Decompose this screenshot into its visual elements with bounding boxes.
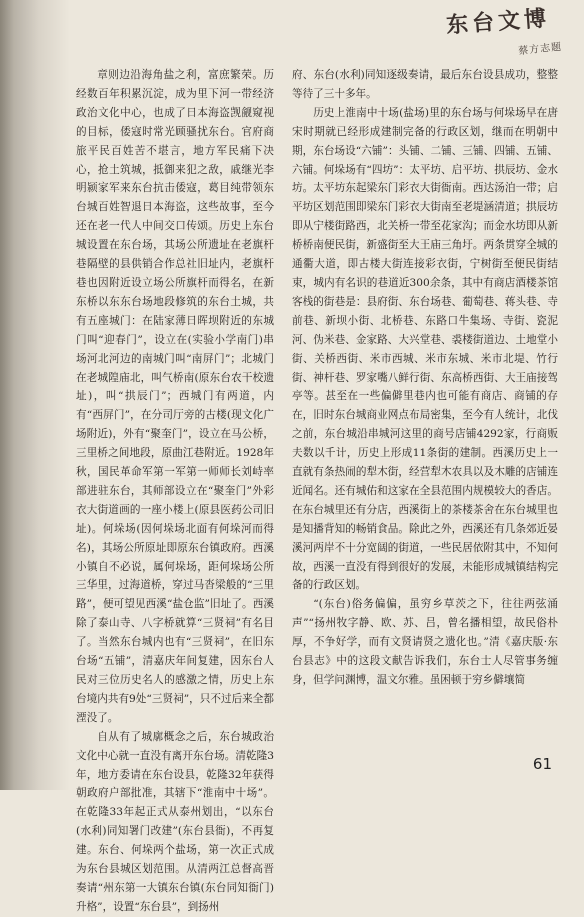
article-column-left (76, 66, 274, 913)
article-paragraph: 自从有了城廓概念之后，东台城政治文化中心就一直没有离开东台场。清乾隆3年，地方委请在东台设县，乾隆32年获得朝政府户部批准，其辖下“淮南中十场”。在乾隆33年起正式从泰州划出，“以东台(水利)同知署门改建”(东台县衙)，不再复建。东台、何垛两个盐场，第一次正式成为东台县城区划范围。从清两江总督高晋奏请“州东第一大镇东台镇(东台同知衙门)升格”，设置“东台县”，到扬州 (76, 730, 274, 913)
article-paragraph: 章则边沿海角盐之利，富庶繁荣。历经数百年积累沉淀，成为里下河一带经济政治文化中心，也成了日本海盗觊觎窥视的目标，倭寇时常光顾骚扰东台。官府商旅平民百姓苦不堪言，地方军民痛下决心，抢土筑城，抵御来犯之敌，戚继光李明颍家军来东台抗击倭寇，葛目纯带领东台城百姓智退日本海盗，这些故事，至今还在老一代人中间交口传颂。历史上东台城设置在东台场，其场公所遗址在老旗杆巷隔壁的县供销合作总社旧址内，老旗杆巷也因附近设立场公所旗杆而得名，在新东桥以东东台场地段修筑的东台土城，共有五座城门：在陆家薄日晖坝附近的东城门叫“迎春门”，设立在(实验小学南门)串场河北河边的南城门叫“南屏门”；北城门在老城隍庙北，叫气桥南(原东台农干校遗址)，叫“拱辰门”；西城门有两道，内有“西屏门”，在分司厅旁的古楼(现文化广场附近)，外有“聚奎门”，设立在马公桥，三里桥之间地段，原曲江巷附近。1928年秋，国民革命军第一军第一师师长刘峙率部进驻东台，其师部设立在“聚奎门”外彩衣大街道画的一座小楼上(原县医药公司旧址)。何垛场(因何垛场北面有何垛河而得名)，其场公所原址即原东台镇政府。西溪小镇自不必说，属何垛场，距何垛场公所三华里，过海道桥，穿过马沓梁般的“三里路”，便可望见西溪“盐仓监”旧址了。西溪除了泰山寺、八字桥就算“三贤祠”有名目了。当然东台城内也有“三贤祠”，在旧东台场“五铺”，清嘉庆年间复建，因东台人民对三位历史名人的感激之情，历史上东台境内共有9处“三贤祠”，只不过后来全都湮没了。 (76, 69, 274, 724)
article-paragraph-continued: 府、东台(水利)同知逐级奏请，最后东台设县成功，整整等待了三十多年。 (292, 69, 558, 100)
article-paragraph: “(东台)俗务偏偏，虽穷乡草茨之下，往往两弦涌声”“扬州牧字静、欧、苏、吕，曾名播相望，故民俗朴厚，不争好学，而有文贤请贤之遗化也。”清《嘉庆版·东台县志》中的这段文献告诉我们，东台士人尽管事务缠身，但学问渊博，温文尔雅。虽困顿于穷乡僻壤简 (292, 598, 558, 686)
masthead-title: 东台文博 (445, 5, 551, 39)
calligraphy-signature: 蔡方志题 (517, 41, 563, 58)
page-number: 61 (532, 755, 552, 773)
article-column-right (292, 66, 558, 776)
article-paragraph: 历史上淮南中十场(盐场)里的东台场与何垛场早在唐宋时期就已经形成建制完备的行政区划，继而在明朝中期，东台场设“六铺”：头铺、二铺、三铺、四铺、五铺、六铺。何垛场有“四坊”：太平坊、启平坊、拱辰坊、金水坊。太平坊东起梁东门彩衣大街衙南。西达汤泊一带；启平坊区划范围即梁东门彩衣大街南至老堤涵清道；拱辰坊即从宁楼街路西，北关桥一带至花家沟；而金水坊即从新桥桥南便民街，新盛街至大王庙三角圩。两条贯穿全城的通衢大道，即古楼大街连接彩衣街，宁树街至便民街结束，城内有名识的巷道近300余条，其中有商店酒楼茶馆客栈的街巷是：县府街、东台场巷、葡萄巷、蒋头巷、寺前巷、新坝小街、北桥巷、东路口牛集场、寺街、瓷泥河、伪米巷、金家路、大兴堂巷、裘楼街道边、土地堂小街、关桥西街、米市西城、米市东城、米市北堤、竹行街、神杆巷、罗家嘴八鲜行街、东高桥西街、大王庙接驾亭等。甚至在一些偏僻里巷内也可能有商店、商铺的存在，旧时东台城商业网点布局密集，至今有人统计，北伐之前，东台城沿串城河这里的商号店铺4292家，行商贩夫数以千计，历史上形成11条街的建制。西溪历史上一直就有条热闹的犁木街，经营犁木农具以及木雕的店铺连近闻名。还有城佑和这家在全县范围内规模较大的香店。在东台城里还有分店，西溪街上的茶楼茶舍在东台城里也是知播背知的畅销食品。除此之外，西溪还有几条郊近晏溪河两岸不十分宽阔的街道，一些民居依附其中，不知何故，西溪一直没有得到很好的发展，未能形成城镇结构完备的行政区划。 (292, 106, 558, 592)
